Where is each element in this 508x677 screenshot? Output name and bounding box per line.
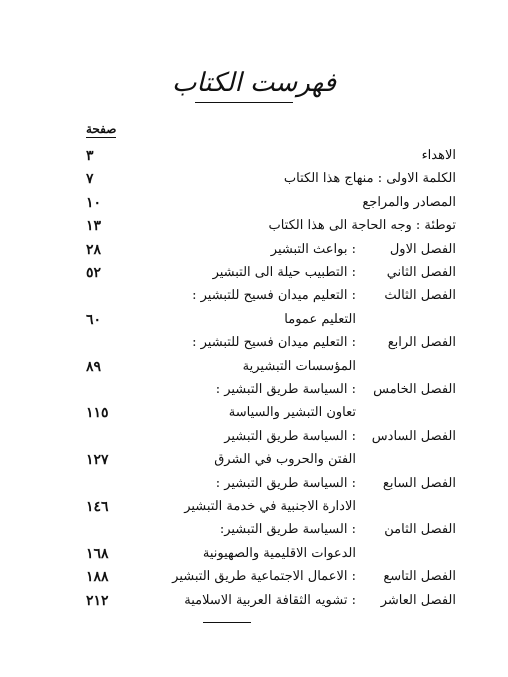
toc-chapter-label: الفصل التاسع bbox=[383, 569, 456, 585]
toc-row bbox=[0, 544, 508, 566]
toc-entry-text: الادارة الاجنبية في خدمة التبشير bbox=[184, 499, 356, 514]
toc-chapter-label: الفصل الثاني bbox=[386, 265, 456, 280]
toc-entry-text: : التعليم ميدان فسيح للتبشير : bbox=[192, 335, 356, 351]
toc-page-number: ٧ bbox=[86, 171, 94, 188]
toc-row bbox=[0, 169, 508, 191]
toc-entry-text: : السياسة طريق التبشير: bbox=[219, 522, 356, 538]
toc-row bbox=[0, 497, 508, 519]
toc-row bbox=[0, 286, 508, 308]
toc-row bbox=[0, 333, 508, 355]
toc-row bbox=[0, 567, 508, 589]
toc-row bbox=[0, 403, 508, 425]
toc-entry-text: : الاعمال الاجتماعية طريق التبشير bbox=[172, 569, 356, 585]
toc-chapter-label: الفصل الثالث bbox=[384, 288, 456, 304]
toc-row bbox=[0, 146, 508, 168]
toc-page-number: ٢١٢ bbox=[86, 592, 109, 609]
toc-chapter-label: الفصل العاشر bbox=[380, 592, 456, 608]
page-title: فهرست الكتاب bbox=[171, 68, 337, 98]
toc-page-number: ١٠ bbox=[86, 194, 102, 211]
toc-entry-text: : السياسة طريق التبشير : bbox=[215, 475, 356, 491]
toc-entry-text: : بواعث التبشير bbox=[270, 241, 356, 257]
toc-chapter-label: الفصل الثامن bbox=[384, 522, 456, 538]
toc-entry-text: تعاون التبشير والسياسة bbox=[228, 405, 356, 421]
end-rule bbox=[203, 622, 251, 623]
toc-chapter-label: الفصل السابع bbox=[382, 475, 456, 491]
toc-page-number: ١١٥ bbox=[86, 405, 109, 422]
toc-page-number: ١٨٨ bbox=[86, 569, 109, 586]
toc-page-number: ٦٠ bbox=[86, 311, 102, 328]
toc-chapter-label: الفصل الخامس bbox=[373, 382, 456, 397]
toc-page-number: ١٣ bbox=[86, 218, 102, 235]
toc-entry-text: توطئة : وجه الحاجة الى هذا الكتاب bbox=[268, 218, 456, 234]
toc-chapter-label: الفصل السادس bbox=[371, 428, 456, 444]
toc-entry-text: الكلمة الاولى : منهاج هذا الكتاب bbox=[283, 171, 456, 187]
toc-page-number: ٣ bbox=[86, 148, 94, 164]
toc-entry-text: الاهداء bbox=[421, 148, 456, 163]
toc-entry-text: المؤسسات التبشيرية bbox=[242, 358, 356, 374]
toc-page-number: ١٦٨ bbox=[86, 545, 109, 562]
toc-entry-text: الدعوات الاقليمية والصهيونية bbox=[202, 545, 356, 561]
toc-page-number: ١٢٧ bbox=[86, 452, 109, 469]
toc-row bbox=[0, 263, 508, 285]
toc-row bbox=[0, 380, 508, 402]
toc-entry-text: الفتن والحروب في الشرق bbox=[214, 452, 356, 468]
toc-entry-text: : السياسة طريق التبشير : bbox=[215, 382, 356, 397]
toc-row bbox=[0, 427, 508, 449]
toc-entry-text: : التطبيب حيلة الى التبشير bbox=[212, 265, 356, 280]
title-underline bbox=[195, 102, 293, 103]
toc-entry-text: : تشويه الثقافة العربية الاسلامية bbox=[184, 592, 356, 608]
page-column-label: صفحة bbox=[86, 122, 117, 136]
toc-row bbox=[0, 216, 508, 238]
toc-entry-text: المصادر والمراجع bbox=[362, 194, 456, 210]
toc-entry-text: : السياسة طريق التبشير bbox=[224, 428, 356, 444]
toc-row bbox=[0, 310, 508, 332]
toc-row bbox=[0, 357, 508, 379]
toc-page-number: ٨٩ bbox=[86, 358, 102, 375]
toc-row bbox=[0, 591, 508, 613]
toc-row bbox=[0, 474, 508, 496]
toc-chapter-label: الفصل الرابع bbox=[387, 335, 456, 351]
toc-entry-text: : التعليم ميدان فسيح للتبشير : bbox=[192, 288, 356, 304]
toc-page-number: ١٤٦ bbox=[86, 499, 109, 515]
toc-entry-text: التعليم عموما bbox=[284, 311, 356, 327]
toc-chapter-label: الفصل الاول bbox=[389, 241, 456, 257]
toc-row bbox=[0, 240, 508, 262]
toc-page-number: ٥٢ bbox=[86, 265, 102, 281]
toc-row bbox=[0, 520, 508, 542]
toc-page-number: ٢٨ bbox=[86, 241, 102, 258]
toc-row bbox=[0, 193, 508, 215]
toc-row bbox=[0, 450, 508, 472]
